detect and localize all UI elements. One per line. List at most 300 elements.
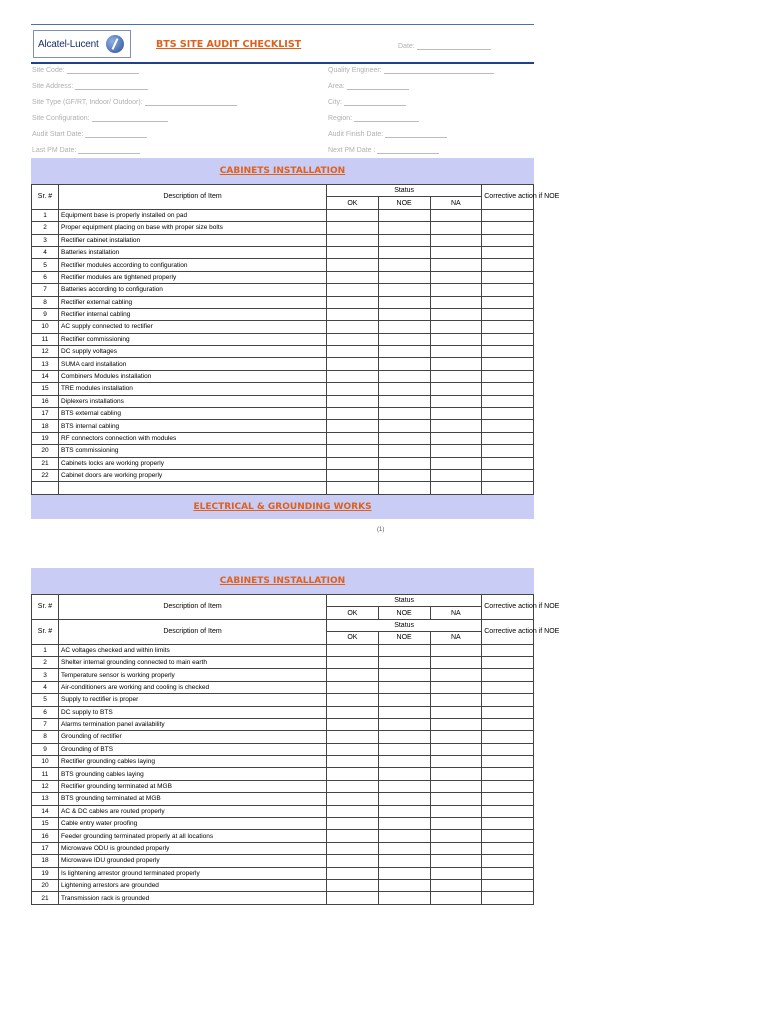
na-header: NA xyxy=(430,607,482,619)
table-row xyxy=(32,469,534,481)
noe-cell[interactable] xyxy=(378,842,430,854)
na-cell[interactable] xyxy=(430,867,482,879)
na-cell[interactable] xyxy=(430,346,482,358)
row-number: 14 xyxy=(32,805,59,817)
table-row xyxy=(32,756,534,768)
na-cell[interactable] xyxy=(430,780,482,792)
na-cell[interactable] xyxy=(430,768,482,780)
corrective-action-cell[interactable] xyxy=(482,246,534,258)
site-code-field[interactable] xyxy=(32,67,139,74)
na-cell[interactable] xyxy=(430,420,482,432)
noe-cell[interactable] xyxy=(378,246,430,258)
ok-cell[interactable] xyxy=(327,644,379,656)
ok-cell[interactable] xyxy=(327,358,379,370)
date-label: Date: xyxy=(398,43,415,50)
site-address-blank[interactable] xyxy=(75,89,148,90)
corrective-action-cell[interactable] xyxy=(482,780,534,792)
corrective-action-cell[interactable] xyxy=(482,445,534,457)
row-description: BTS external cabling xyxy=(59,408,327,420)
ok-cell[interactable] xyxy=(327,805,379,817)
noe-cell[interactable] xyxy=(378,432,430,444)
description-header: Description of Item xyxy=(59,185,327,210)
row-description: AC & DC cables are routed properly xyxy=(59,805,327,817)
table-row xyxy=(32,805,534,817)
corrective-action-cell[interactable] xyxy=(482,830,534,842)
row-number: 10 xyxy=(32,321,59,333)
row-number: 15 xyxy=(32,383,59,395)
ok-cell[interactable] xyxy=(327,818,379,830)
na-cell[interactable] xyxy=(430,370,482,382)
row-number: 4 xyxy=(32,681,59,693)
table-row xyxy=(32,694,534,706)
na-cell[interactable] xyxy=(430,395,482,407)
na-cell[interactable] xyxy=(430,222,482,234)
ok-cell[interactable] xyxy=(327,879,379,891)
na-cell[interactable] xyxy=(430,445,482,457)
na-cell[interactable] xyxy=(430,842,482,854)
table-row xyxy=(32,793,534,805)
corrective-action-cell[interactable] xyxy=(482,333,534,345)
checklist-page-2 xyxy=(31,568,560,905)
area-label: Area: xyxy=(328,83,345,90)
section-title-2: CABINETS INSTALLATION xyxy=(219,576,346,586)
na-cell[interactable] xyxy=(430,879,482,891)
row-description: AC supply connected to rectifier xyxy=(59,321,327,333)
na-cell[interactable] xyxy=(430,308,482,320)
corrective-action-cell[interactable] xyxy=(482,793,534,805)
ok-header-repeat: OK xyxy=(327,632,379,644)
corrective-action-cell[interactable] xyxy=(482,469,534,481)
sr-header: Sr. # xyxy=(32,595,59,620)
noe-cell[interactable] xyxy=(378,420,430,432)
audit-finish-date-field[interactable] xyxy=(328,131,447,138)
ok-cell[interactable] xyxy=(327,445,379,457)
corrective-action-cell[interactable] xyxy=(482,209,534,221)
date-field[interactable] xyxy=(398,43,491,50)
corrective-action-cell[interactable] xyxy=(482,743,534,755)
ok-cell[interactable] xyxy=(327,694,379,706)
next-pm-date-field[interactable] xyxy=(328,147,439,154)
noe-cell[interactable] xyxy=(378,370,430,382)
corrective-action-cell[interactable] xyxy=(482,457,534,469)
na-cell[interactable] xyxy=(430,793,482,805)
audit-finish-date-blank[interactable] xyxy=(385,137,447,138)
corrective-action-cell[interactable] xyxy=(482,259,534,271)
noe-cell[interactable] xyxy=(378,731,430,743)
corrective-action-cell[interactable] xyxy=(482,768,534,780)
area-field[interactable] xyxy=(328,83,409,90)
row-description: Cabinets locks are working properly xyxy=(59,457,327,469)
ok-cell[interactable] xyxy=(327,222,379,234)
na-cell[interactable] xyxy=(430,830,482,842)
noe-cell[interactable] xyxy=(378,681,430,693)
ok-cell[interactable] xyxy=(327,867,379,879)
site-address-field[interactable] xyxy=(32,83,148,90)
na-cell[interactable] xyxy=(430,408,482,420)
row-description: Diplexers installations xyxy=(59,395,327,407)
noe-cell[interactable] xyxy=(378,296,430,308)
row-description: TRE modules installation xyxy=(59,383,327,395)
ok-cell[interactable] xyxy=(327,855,379,867)
row-description: Grounding of BTS xyxy=(59,743,327,755)
quality-engineer-blank[interactable] xyxy=(384,73,494,74)
row-number: 20 xyxy=(32,879,59,891)
ok-cell[interactable] xyxy=(327,756,379,768)
ok-cell[interactable] xyxy=(327,842,379,854)
row-number: 16 xyxy=(32,830,59,842)
corrective-action-cell[interactable] xyxy=(482,892,534,904)
noe-cell[interactable] xyxy=(378,259,430,271)
row-number: 2 xyxy=(32,656,59,668)
table-row xyxy=(32,321,534,333)
section-title-band-2 xyxy=(31,568,534,594)
ok-cell[interactable] xyxy=(327,731,379,743)
noe-cell[interactable] xyxy=(378,855,430,867)
last-pm-date-field[interactable] xyxy=(32,147,140,154)
blank-cell[interactable] xyxy=(378,482,430,494)
na-cell[interactable] xyxy=(430,756,482,768)
region-blank[interactable] xyxy=(354,121,419,122)
row-number: 12 xyxy=(32,780,59,792)
corrective-action-cell[interactable] xyxy=(482,370,534,382)
table-row xyxy=(32,358,534,370)
noe-cell[interactable] xyxy=(378,867,430,879)
noe-cell[interactable] xyxy=(378,805,430,817)
region-field[interactable] xyxy=(328,115,419,122)
corrective-action-cell[interactable] xyxy=(482,879,534,891)
table-row xyxy=(32,457,534,469)
ok-cell[interactable] xyxy=(327,271,379,283)
ok-cell[interactable] xyxy=(327,768,379,780)
na-cell[interactable] xyxy=(430,805,482,817)
row-number: 4 xyxy=(32,246,59,258)
quality-engineer-label: Quality Engineer: xyxy=(328,67,382,74)
na-cell[interactable] xyxy=(430,457,482,469)
na-header-repeat: NA xyxy=(430,632,482,644)
corrective-action-cell[interactable] xyxy=(482,706,534,718)
noe-cell[interactable] xyxy=(378,768,430,780)
sr-header: Sr. # xyxy=(32,185,59,210)
description-header-repeat: Description of Item xyxy=(59,619,327,644)
table-row xyxy=(32,768,534,780)
table-row xyxy=(32,259,534,271)
ok-cell[interactable] xyxy=(327,209,379,221)
page-footnote: (1) xyxy=(377,527,385,533)
na-cell[interactable] xyxy=(430,681,482,693)
na-cell[interactable] xyxy=(430,644,482,656)
blank-cell[interactable] xyxy=(482,482,534,494)
na-cell[interactable] xyxy=(430,818,482,830)
noe-cell[interactable] xyxy=(378,333,430,345)
next-pm-date-blank[interactable] xyxy=(377,153,439,154)
corrective-action-cell[interactable] xyxy=(482,296,534,308)
noe-header: NOE xyxy=(378,607,430,619)
na-cell[interactable] xyxy=(430,892,482,904)
na-cell[interactable] xyxy=(430,656,482,668)
noe-cell[interactable] xyxy=(378,718,430,730)
row-description: Rectifier modules are tightened properly xyxy=(59,271,327,283)
noe-cell[interactable] xyxy=(378,271,430,283)
status-header: Status xyxy=(327,185,482,197)
noe-header-repeat: NOE xyxy=(378,632,430,644)
site-type-label: Site Type (GF/RT, Indoor/ Outdoor): xyxy=(32,99,143,106)
corrective-action-cell[interactable] xyxy=(482,234,534,246)
table-row xyxy=(32,296,534,308)
ok-cell[interactable] xyxy=(327,669,379,681)
noe-cell[interactable] xyxy=(378,694,430,706)
table-row xyxy=(32,432,534,444)
corrective-action-cell[interactable] xyxy=(482,718,534,730)
city-blank[interactable] xyxy=(344,105,406,106)
ok-cell[interactable] xyxy=(327,420,379,432)
row-description: RF connectors connection with modules xyxy=(59,432,327,444)
site-configuration-blank[interactable] xyxy=(92,121,168,122)
ok-cell[interactable] xyxy=(327,432,379,444)
ok-cell[interactable] xyxy=(327,395,379,407)
na-cell[interactable] xyxy=(430,469,482,481)
ok-cell[interactable] xyxy=(327,234,379,246)
ok-cell[interactable] xyxy=(327,246,379,258)
na-cell[interactable] xyxy=(430,706,482,718)
na-cell[interactable] xyxy=(430,694,482,706)
description-header: Description of Item xyxy=(59,595,327,620)
blank-cell[interactable] xyxy=(430,482,482,494)
na-cell[interactable] xyxy=(430,383,482,395)
na-cell[interactable] xyxy=(430,432,482,444)
row-description: Air-conditioners are working and cooling is checked xyxy=(59,681,327,693)
corrective-action-cell[interactable] xyxy=(482,669,534,681)
noe-cell[interactable] xyxy=(378,644,430,656)
row-number: 12 xyxy=(32,346,59,358)
electrical-checklist-body xyxy=(32,644,534,904)
noe-cell[interactable] xyxy=(378,457,430,469)
corrective-action-cell[interactable] xyxy=(482,346,534,358)
noe-cell[interactable] xyxy=(378,358,430,370)
row-description: Rectifier grounding cables laying xyxy=(59,756,327,768)
corrective-action-cell[interactable] xyxy=(482,432,534,444)
row-description: Alarms termination panel availability xyxy=(59,718,327,730)
noe-cell[interactable] xyxy=(378,408,430,420)
ok-cell[interactable] xyxy=(327,284,379,296)
table-row xyxy=(32,855,534,867)
ok-cell[interactable] xyxy=(327,321,379,333)
noe-cell[interactable] xyxy=(378,780,430,792)
table-row xyxy=(32,284,534,296)
corrective-action-cell[interactable] xyxy=(482,271,534,283)
row-description: SUMA card installation xyxy=(59,358,327,370)
table-row xyxy=(32,408,534,420)
noe-cell[interactable] xyxy=(378,284,430,296)
na-cell[interactable] xyxy=(430,333,482,345)
ok-cell[interactable] xyxy=(327,259,379,271)
document-header xyxy=(31,24,534,64)
row-number: 18 xyxy=(32,855,59,867)
noe-cell[interactable] xyxy=(378,209,430,221)
noe-cell[interactable] xyxy=(378,756,430,768)
noe-cell[interactable] xyxy=(378,469,430,481)
na-cell[interactable] xyxy=(430,855,482,867)
na-cell[interactable] xyxy=(430,234,482,246)
blank-cell[interactable] xyxy=(327,482,379,494)
ok-cell[interactable] xyxy=(327,706,379,718)
ok-cell[interactable] xyxy=(327,469,379,481)
quality-engineer-field[interactable] xyxy=(328,67,494,74)
row-number: 10 xyxy=(32,756,59,768)
table-row xyxy=(32,383,534,395)
na-cell[interactable] xyxy=(430,743,482,755)
row-number: 13 xyxy=(32,793,59,805)
corrective-action-cell[interactable] xyxy=(482,855,534,867)
table-row xyxy=(32,271,534,283)
table-row xyxy=(32,234,534,246)
ok-cell[interactable] xyxy=(327,681,379,693)
corrective-action-cell[interactable] xyxy=(482,756,534,768)
ok-cell[interactable] xyxy=(327,408,379,420)
corrective-action-cell[interactable] xyxy=(482,420,534,432)
table-row xyxy=(32,308,534,320)
row-description: Feeder grounding terminated properly at all locations xyxy=(59,830,327,842)
table-row xyxy=(32,222,534,234)
noe-cell[interactable] xyxy=(378,793,430,805)
site-code-blank[interactable] xyxy=(67,73,139,74)
ok-cell[interactable] xyxy=(327,793,379,805)
corrective-action-cell[interactable] xyxy=(482,867,534,879)
row-description: Rectifier commissioning xyxy=(59,333,327,345)
audit-start-date-field[interactable] xyxy=(32,131,147,138)
row-number: 1 xyxy=(32,209,59,221)
blank-cell[interactable] xyxy=(32,482,59,494)
noe-cell[interactable] xyxy=(378,445,430,457)
city-field[interactable] xyxy=(328,99,406,106)
row-description: DC supply to BTS xyxy=(59,706,327,718)
na-cell[interactable] xyxy=(430,271,482,283)
table-row xyxy=(32,209,534,221)
status-header: Status xyxy=(327,595,482,607)
ok-cell[interactable] xyxy=(327,383,379,395)
ok-cell[interactable] xyxy=(327,333,379,345)
table-row xyxy=(32,818,534,830)
row-description: Microwave ODU is grounded properly xyxy=(59,842,327,854)
corrective-action-cell[interactable] xyxy=(482,284,534,296)
table-row xyxy=(32,830,534,842)
noe-cell[interactable] xyxy=(378,892,430,904)
row-description: BTS internal cabling xyxy=(59,420,327,432)
ok-cell[interactable] xyxy=(327,743,379,755)
row-description: Rectifier cabinet installation xyxy=(59,234,327,246)
noe-cell[interactable] xyxy=(378,346,430,358)
site-configuration-field[interactable] xyxy=(32,115,168,122)
na-cell[interactable] xyxy=(430,718,482,730)
corrective-action-cell[interactable] xyxy=(482,656,534,668)
noe-cell[interactable] xyxy=(378,830,430,842)
na-cell[interactable] xyxy=(430,731,482,743)
noe-cell[interactable] xyxy=(378,395,430,407)
corrective-action-cell[interactable] xyxy=(482,805,534,817)
last-pm-date-label: Last PM Date: xyxy=(32,147,77,154)
na-cell[interactable] xyxy=(430,209,482,221)
row-number: 13 xyxy=(32,358,59,370)
corrective-action-cell[interactable] xyxy=(482,644,534,656)
row-number: 19 xyxy=(32,432,59,444)
corrective-action-cell[interactable] xyxy=(482,321,534,333)
ok-cell[interactable] xyxy=(327,656,379,668)
na-cell[interactable] xyxy=(430,321,482,333)
audit-start-date-blank[interactable] xyxy=(85,137,147,138)
noe-cell[interactable] xyxy=(378,706,430,718)
table-row xyxy=(32,333,534,345)
noe-cell[interactable] xyxy=(378,321,430,333)
corrective-action-cell[interactable] xyxy=(482,681,534,693)
corrective-action-cell[interactable] xyxy=(482,731,534,743)
last-pm-date-blank[interactable] xyxy=(78,153,140,154)
corrective-action-cell[interactable] xyxy=(482,358,534,370)
ok-cell[interactable] xyxy=(327,370,379,382)
corrective-action-cell[interactable] xyxy=(482,818,534,830)
na-header: NA xyxy=(430,197,482,209)
table-row xyxy=(32,445,534,457)
table-row xyxy=(32,656,534,668)
corrective-action-cell[interactable] xyxy=(482,842,534,854)
noe-cell[interactable] xyxy=(378,879,430,891)
na-cell[interactable] xyxy=(430,296,482,308)
na-cell[interactable] xyxy=(430,259,482,271)
audit-finish-date-label: Audit Finish Date: xyxy=(328,131,384,138)
ok-cell[interactable] xyxy=(327,346,379,358)
area-blank[interactable] xyxy=(347,89,409,90)
ok-cell[interactable] xyxy=(327,780,379,792)
row-number: 21 xyxy=(32,892,59,904)
na-cell[interactable] xyxy=(430,669,482,681)
blank-cell[interactable] xyxy=(59,482,327,494)
noe-cell[interactable] xyxy=(378,222,430,234)
corrective-action-cell[interactable] xyxy=(482,395,534,407)
next-pm-date-label: Next PM Date : xyxy=(328,147,376,154)
noe-cell[interactable] xyxy=(378,743,430,755)
noe-cell[interactable] xyxy=(378,234,430,246)
na-cell[interactable] xyxy=(430,284,482,296)
ok-cell[interactable] xyxy=(327,718,379,730)
corrective-action-cell[interactable] xyxy=(482,308,534,320)
ok-cell[interactable] xyxy=(327,457,379,469)
noe-cell[interactable] xyxy=(378,383,430,395)
noe-cell[interactable] xyxy=(378,818,430,830)
table-row xyxy=(32,370,534,382)
site-type-blank[interactable] xyxy=(145,105,237,106)
date-blank[interactable] xyxy=(417,49,491,50)
corrective-action-cell[interactable] xyxy=(482,408,534,420)
ok-cell[interactable] xyxy=(327,830,379,842)
ok-header: OK xyxy=(327,607,379,619)
noe-cell[interactable] xyxy=(378,656,430,668)
na-cell[interactable] xyxy=(430,358,482,370)
corrective-action-cell[interactable] xyxy=(482,694,534,706)
table-row xyxy=(32,731,534,743)
na-cell[interactable] xyxy=(430,246,482,258)
table-row xyxy=(32,395,534,407)
noe-cell[interactable] xyxy=(378,308,430,320)
site-type-field[interactable] xyxy=(32,99,237,106)
ok-cell[interactable] xyxy=(327,308,379,320)
city-label: City: xyxy=(328,99,342,106)
ok-cell[interactable] xyxy=(327,892,379,904)
row-number: 17 xyxy=(32,408,59,420)
row-number: 17 xyxy=(32,842,59,854)
corrective-action-cell[interactable] xyxy=(482,383,534,395)
noe-cell[interactable] xyxy=(378,669,430,681)
corrective-action-cell[interactable] xyxy=(482,222,534,234)
region-label: Region: xyxy=(328,115,353,122)
ok-cell[interactable] xyxy=(327,296,379,308)
